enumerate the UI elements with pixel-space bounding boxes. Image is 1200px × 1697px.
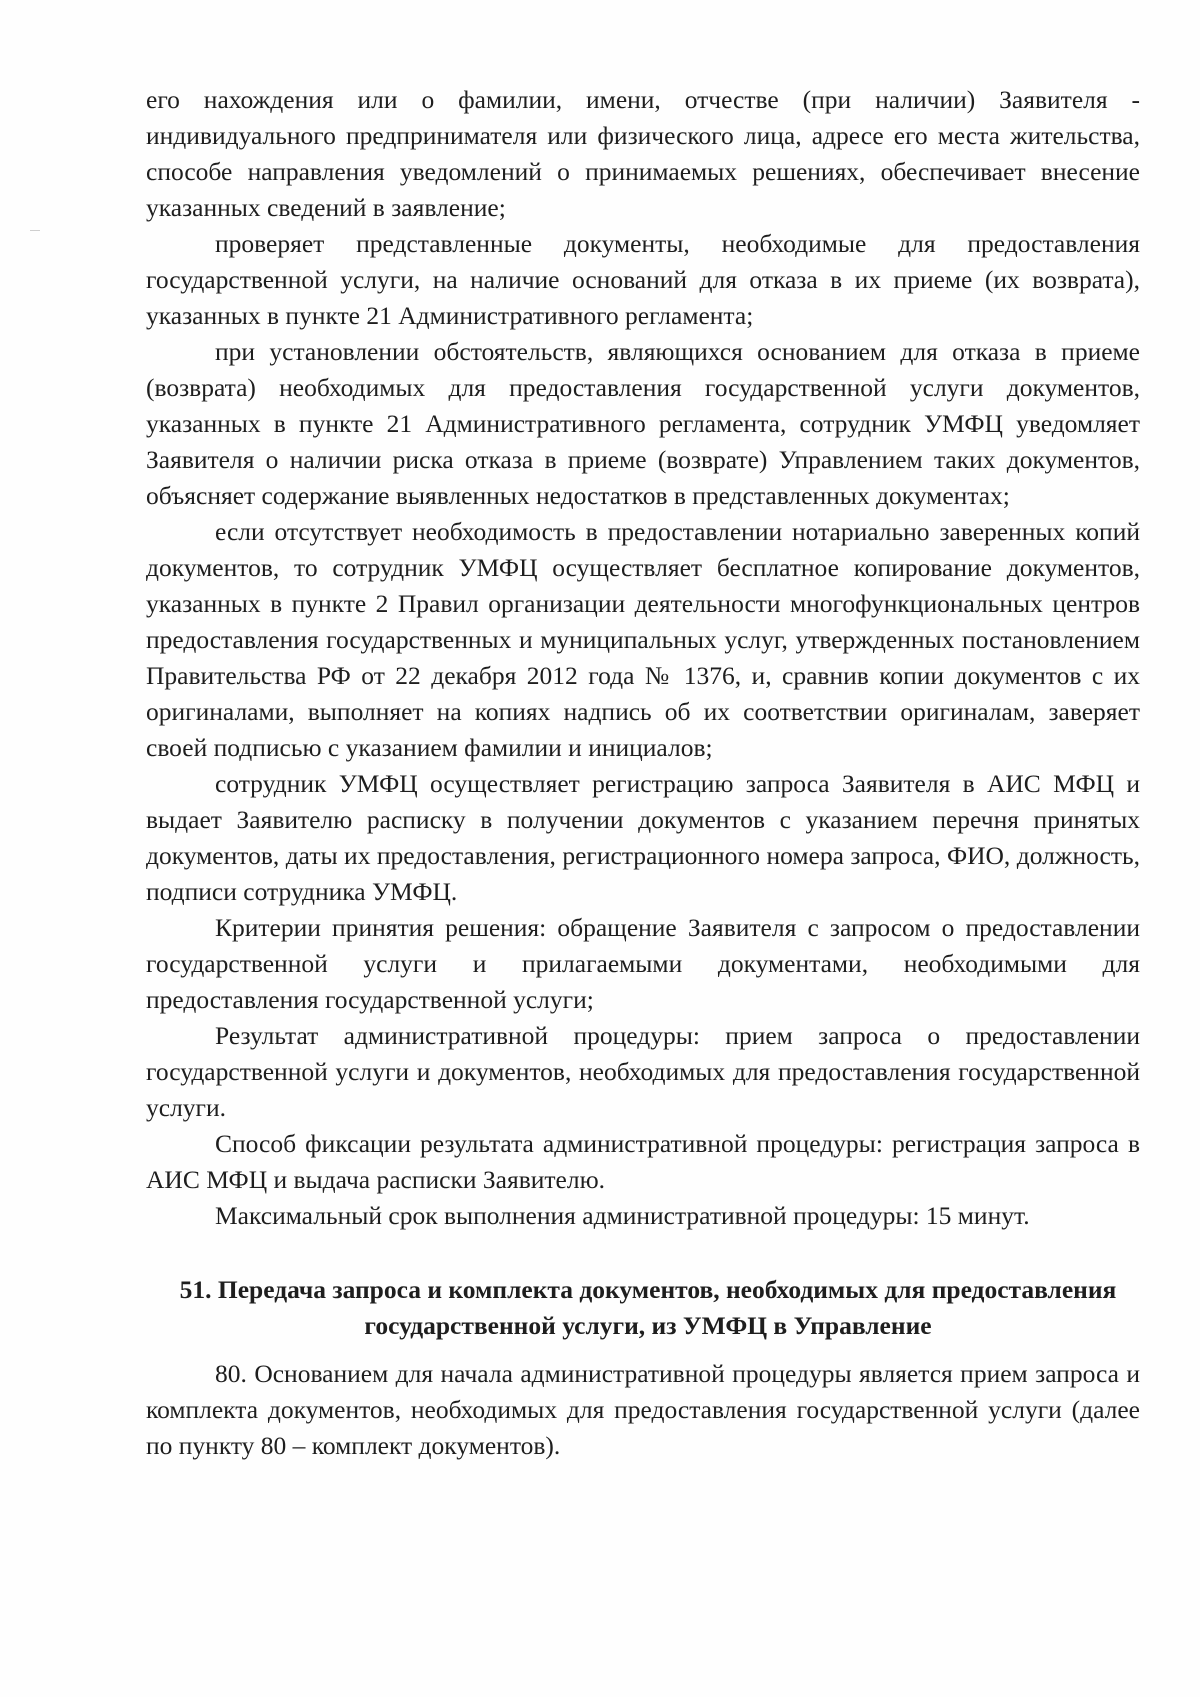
paragraph-registration: сотрудник УМФЦ осуществляет регистрацию запроса Заявителя в АИС МФЦ и выдает Заявителю расписку в получении документов с указанием перечня принятых документов, даты их предоставления, регистрационного номера запроса, ФИО, должность, подписи сотрудника УМФЦ. (146, 769, 1140, 906)
paragraph-check-documents: проверяет представленные документы, необходимые для предоставления государственной услуги, на наличие оснований для отказа в их приеме (их возврата), указанных в пункте 21 Административного регламента; (146, 229, 1140, 330)
scan-artifact (30, 230, 40, 231)
paragraph-result: Результат административной процедуры: прием запроса о предоставлении государственной услуги и документов, необходимых для предоставления государственной услуги. (146, 1021, 1140, 1122)
section-heading: 51. Передача запроса и комплекта документов, необходимых для предоставления государственной услуги, из УМФЦ в Управление (179, 1275, 1117, 1340)
paragraph-criteria: Критерии принятия решения: обращение Заявителя с запросом о предоставлении государственной услуги и прилагаемыми документами, необходимыми для предоставления государственной услуги; (146, 913, 1140, 1014)
paragraph-continuation: его нахождения или о фамилии, имени, отчестве (при наличии) Заявителя - индивидуального предпринимателя или физического лица, адресе его места жительства, способе направления уведомлений о принимаемых решениях, обеспечивает внесение указанных сведений в заявление; (146, 85, 1140, 222)
paragraph-max-duration: Максимальный срок выполнения административной процедуры: 15 минут. (215, 1201, 1030, 1230)
paragraph-fixation: Способ фиксации результата административной процедуры: регистрация запроса в АИС МФЦ и выдача расписки Заявителю. (146, 1129, 1140, 1194)
paragraph-copying: если отсутствует необходимость в предоставлении нотариально заверенных копий документов, то сотрудник УМФЦ осуществляет бесплатное копирование документов, указанных в пункте 2 Правил организации деятельности многофункциональных центров предоставления государственных и муниципальных услуг, утвержденных постановлением Правительства РФ от 22 декабря 2012 года № 1376, и, сравнив копии документов с их оригиналами, выполняет на копиях надпись об их соответствии оригиналам, заверяет своей подписью с указанием фамилии и инициалов; (146, 517, 1140, 762)
paragraph-refusal-risk: при установлении обстоятельств, являющихся основанием для отказа в приеме (возврата) необходимых для предоставления государственной услуги документов, указанных в пункте 21 Административного регламента, сотрудник УМФЦ уведомляет Заявителя о наличии риска отказа в приеме (возврате) Управлением таких документов, объясняет содержание выявленных недостатков в представленных документах; (146, 337, 1140, 510)
paragraph-80: 80. Основанием для начала административной процедуры является прием запроса и комплекта документов, необходимых для предоставления государственной услуги (далее по пункту 80 – комплект документов). (146, 1359, 1140, 1460)
